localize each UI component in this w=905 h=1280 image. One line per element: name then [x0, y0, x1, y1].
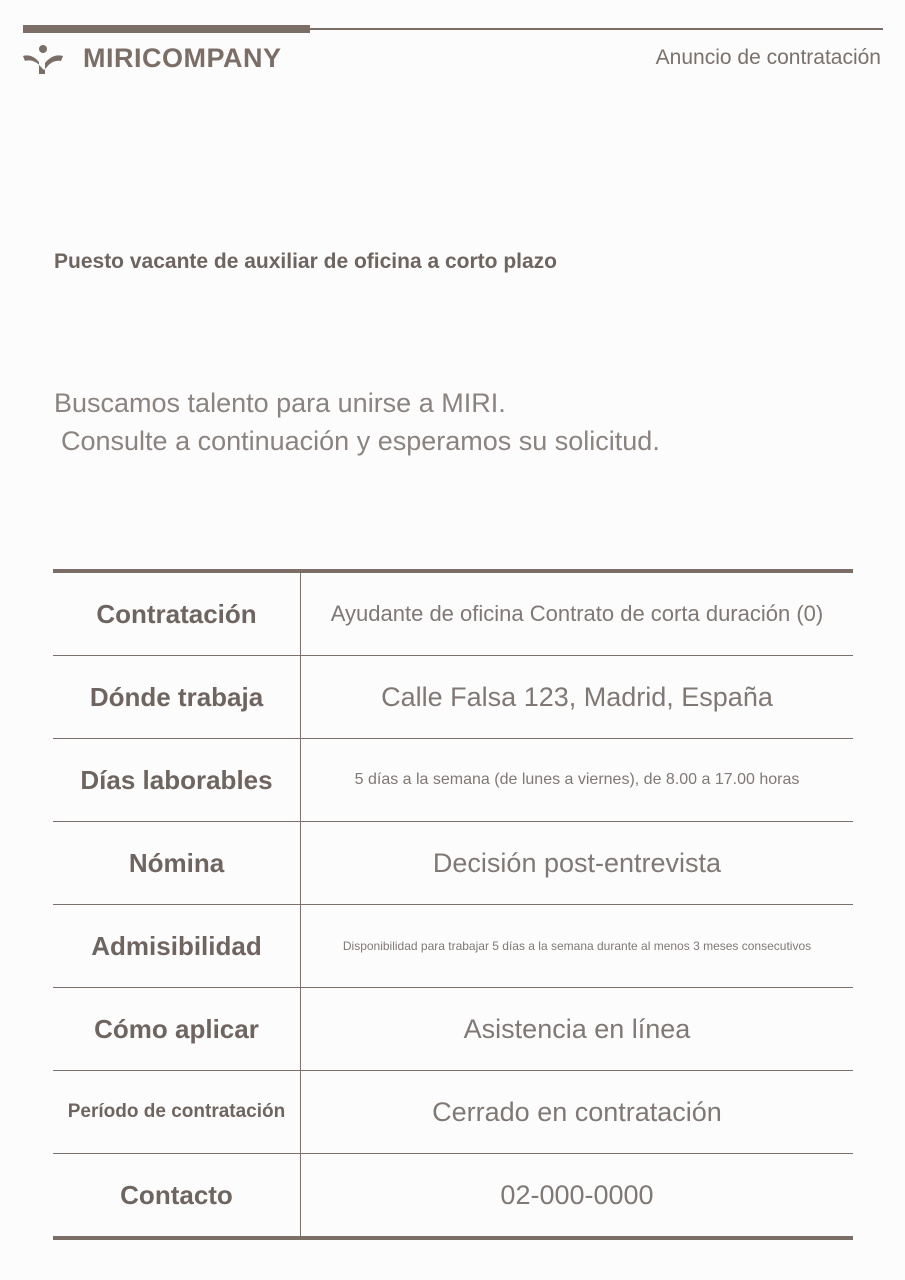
table-row	[53, 822, 853, 905]
row-label: Contratación	[53, 571, 301, 656]
row-value: Decisión post-entrevista	[301, 822, 854, 905]
company-logo	[23, 44, 63, 76]
row-label: Dónde trabaja	[53, 656, 301, 739]
row-value: Disponibilidad para trabajar 5 días a la semana durante al menos 3 meses consecutivos	[301, 905, 854, 988]
job-title: Puesto vacante de auxiliar de oficina a corto plazo	[54, 250, 557, 273]
table-row	[53, 905, 853, 988]
row-label: Período de contratación	[53, 1071, 301, 1154]
row-value: Asistencia en línea	[301, 988, 854, 1071]
table-row	[53, 1154, 853, 1239]
intro-text	[54, 384, 660, 460]
person-arms-raised-icon	[23, 44, 63, 76]
brand-name: MIRICOMPANY	[83, 43, 282, 73]
header-rule-thin	[310, 28, 883, 30]
table-row	[53, 988, 853, 1071]
row-value: 5 días a la semana (de lunes a viernes), de 8.00 a 17.00 horas	[301, 739, 854, 822]
table-row	[53, 571, 853, 656]
row-label: Contacto	[53, 1154, 301, 1239]
row-label: Admisibilidad	[53, 905, 301, 988]
row-value: Ayudante de oficina Contrato de corta duración (0)	[301, 571, 854, 656]
document-type: Anuncio de contratación	[655, 46, 881, 69]
table-row	[53, 656, 853, 739]
job-details-table	[53, 569, 853, 1240]
intro-line-1: Buscamos talento para unirse a MIRI.	[54, 388, 506, 418]
intro-line-2: Consulte a continuación y esperamos su solicitud.	[61, 426, 660, 456]
row-value: 02-000-0000	[500, 1179, 654, 1210]
header-rule-thick	[23, 25, 310, 33]
row-label: Días laborables	[53, 739, 301, 822]
row-label: Cómo aplicar	[53, 988, 301, 1071]
row-value: Cerrado en contratación	[301, 1071, 854, 1154]
row-label: Nómina	[53, 822, 301, 905]
row-value: Calle Falsa 123, Madrid, España	[301, 656, 854, 739]
table-row	[53, 1071, 853, 1154]
table-row	[53, 739, 853, 822]
